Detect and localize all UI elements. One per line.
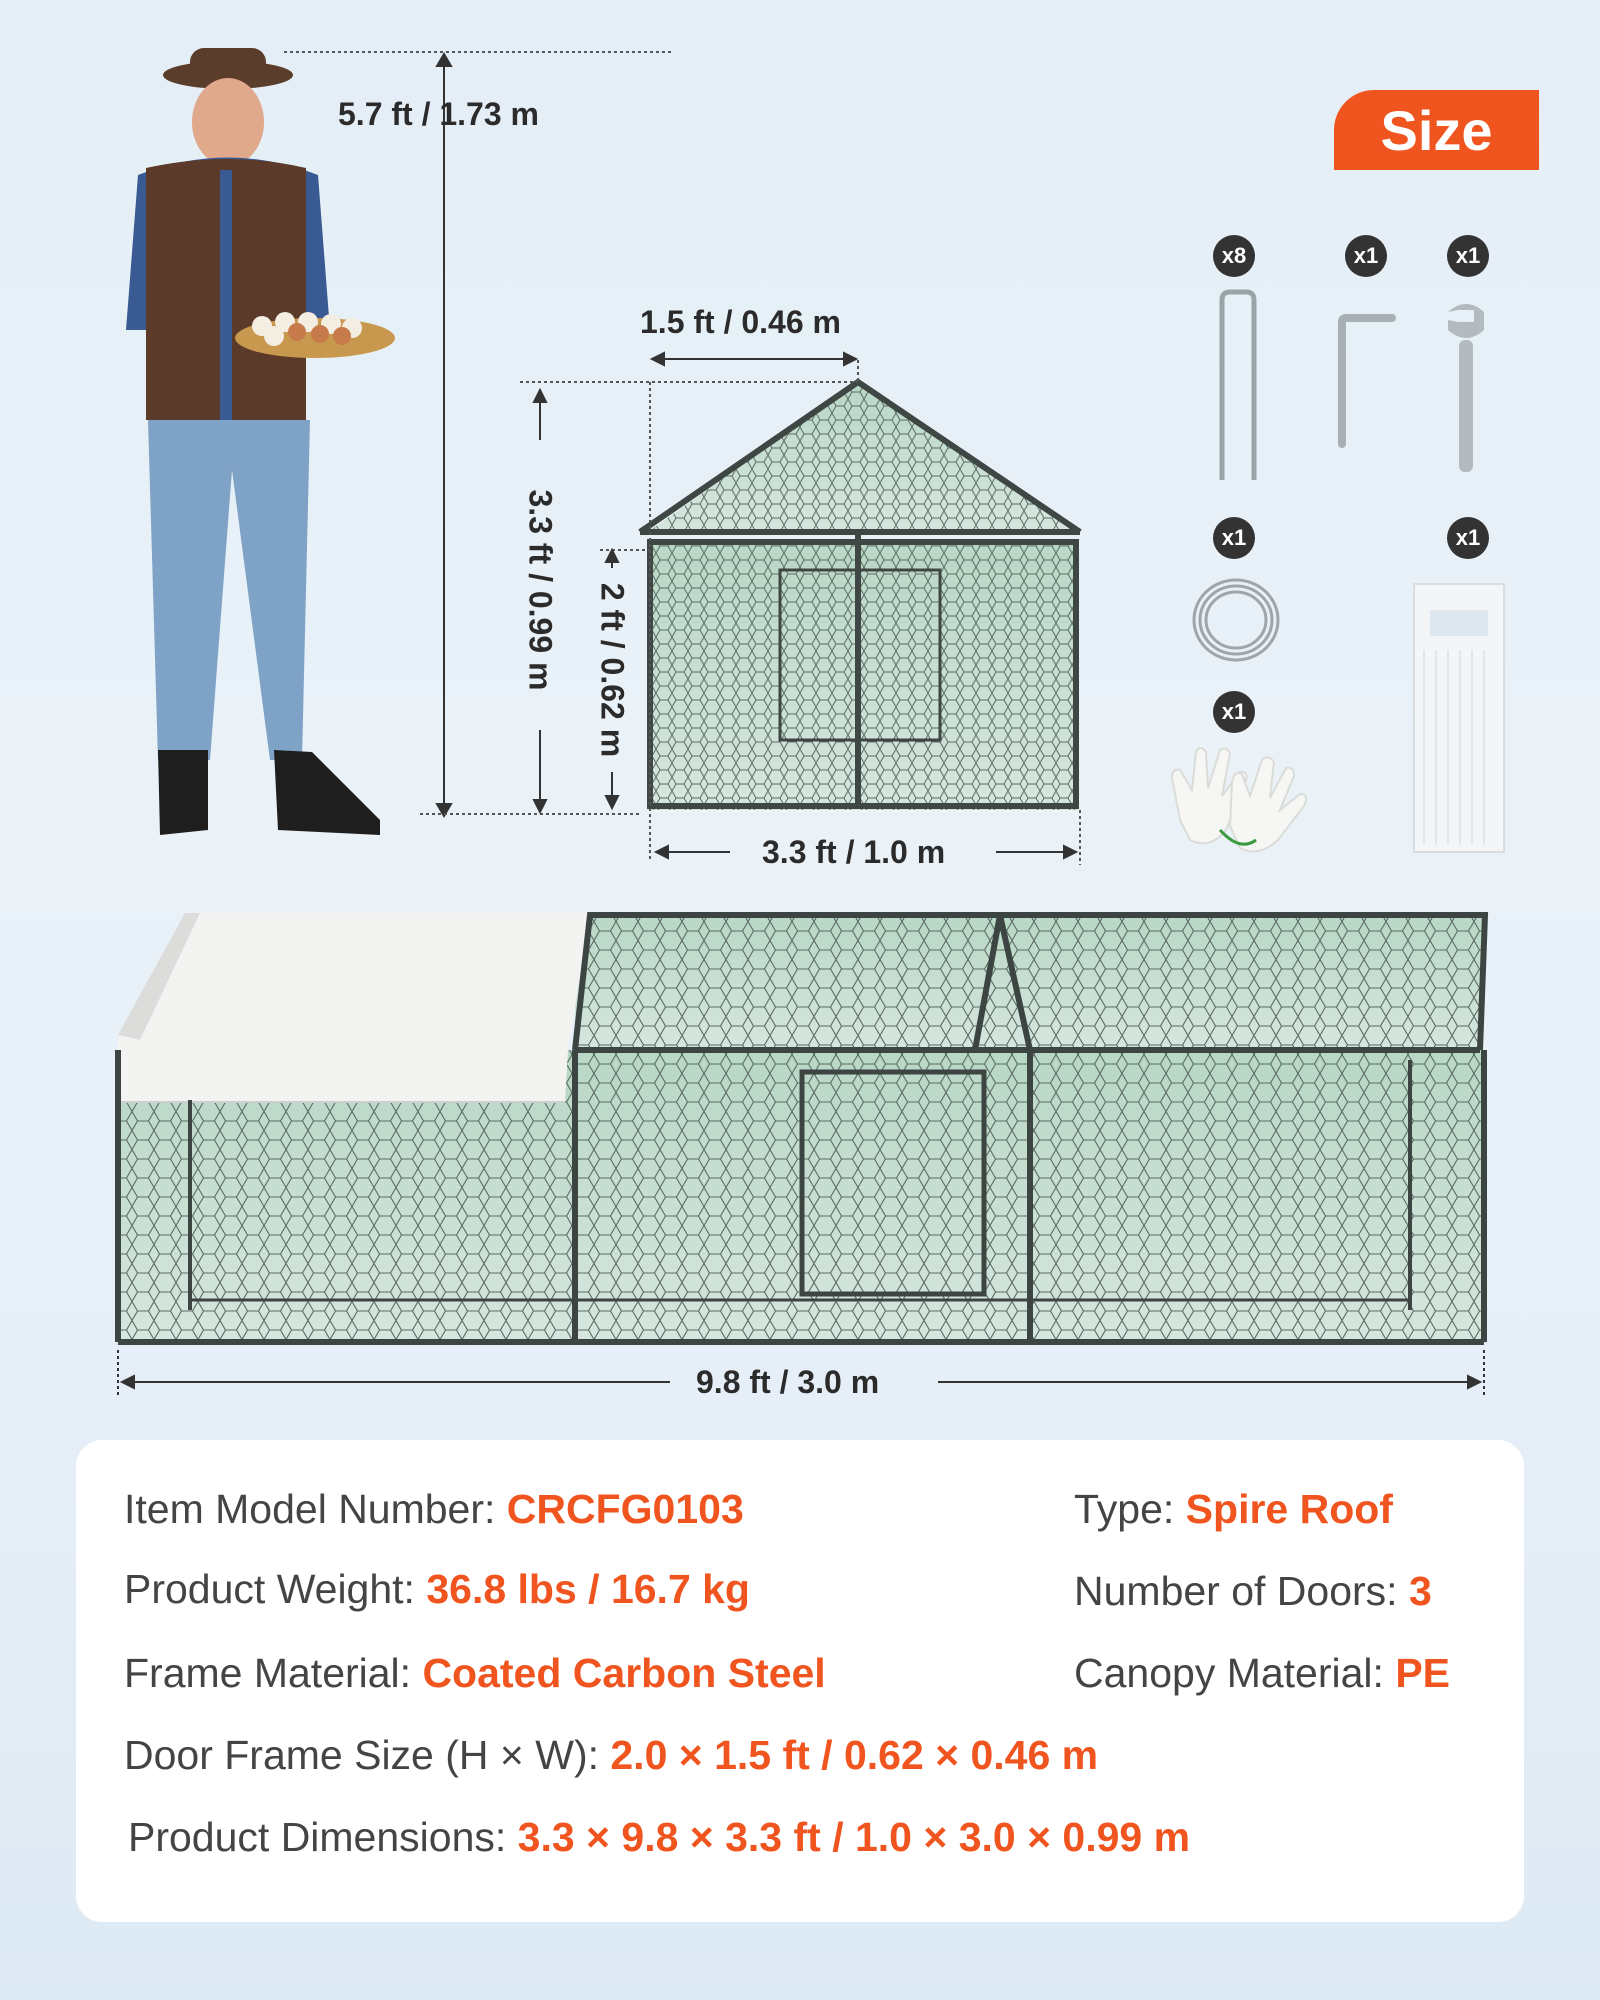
spec-product-dimensions: Product Dimensions: 3.3 × 9.8 × 3.3 ft / 1.0 × 3.0 × 0.99 m bbox=[128, 1814, 1191, 1860]
person-height-label: 5.7 ft / 1.73 m bbox=[338, 96, 539, 132]
spec-door-frame-size: Door Frame Size (H × W): 2.0 × 1.5 ft / 0.62 × 0.46 m bbox=[124, 1732, 1099, 1778]
qty-badge-wrench: x1 bbox=[1447, 235, 1489, 277]
spec-canopy-material: Canopy Material: PE bbox=[1074, 1650, 1451, 1696]
qty-badge-gloves: x1 bbox=[1213, 691, 1255, 733]
accessory-ground-stakes-icon bbox=[1222, 292, 1254, 480]
roof-width-label: 1.5 ft / 0.46 m bbox=[640, 304, 841, 340]
length-label: 9.8 ft / 3.0 m bbox=[696, 1364, 880, 1400]
accessory-gloves-icon bbox=[1172, 748, 1306, 852]
accessory-cable-ties-icon bbox=[1414, 584, 1504, 852]
accessory-wrench-icon bbox=[1448, 304, 1484, 472]
accessory-hex-key-icon bbox=[1342, 318, 1392, 444]
qty-badge-cable-ties: x1 bbox=[1447, 517, 1489, 559]
spec-model: Item Model Number: CRCFG0103 bbox=[124, 1486, 744, 1532]
spec-frame-material: Frame Material: Coated Carbon Steel bbox=[124, 1650, 826, 1696]
cage-main-view bbox=[118, 913, 1485, 1395]
total-height-label: 3.3 ft / 0.99 m bbox=[522, 489, 559, 691]
accessory-wire-coil-icon bbox=[1194, 580, 1278, 660]
spec-type: Type: Spire Roof bbox=[1074, 1486, 1393, 1532]
door-height-label: 2 ft / 0.62 m bbox=[594, 582, 631, 758]
qty-badge-stakes: x8 bbox=[1213, 235, 1255, 277]
qty-badge-wire: x1 bbox=[1213, 517, 1255, 559]
spec-doors: Number of Doors: 3 bbox=[1074, 1568, 1432, 1614]
spec-card bbox=[76, 1440, 1524, 1922]
spec-weight: Product Weight: 36.8 lbs / 16.7 kg bbox=[124, 1566, 750, 1612]
width-label: 3.3 ft / 1.0 m bbox=[762, 834, 946, 870]
farmer-figure bbox=[126, 48, 395, 835]
size-badge: Size bbox=[1334, 90, 1539, 170]
qty-badge-hex-key: x1 bbox=[1345, 235, 1387, 277]
